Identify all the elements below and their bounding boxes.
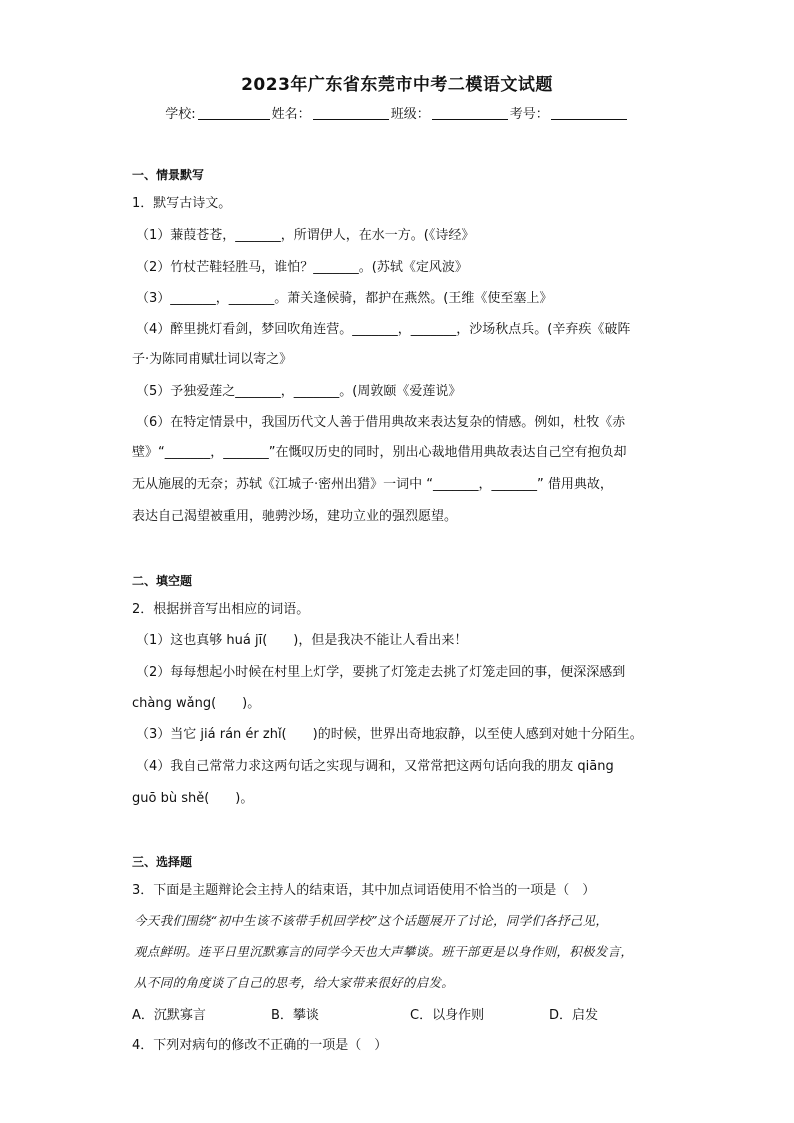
q1-item-5: （5）予独爱莲之_______，_______。(周敦颐《爱莲说》: [136, 384, 462, 399]
q1-item-4: （4）醉里挑灯看剑，梦回吹角连营。_______，_______，沙场秋点兵。(辛弃疾《破阵: [136, 322, 631, 337]
class-label: 班级：: [390, 107, 430, 122]
q1-item-4-cont: 子·为陈同甫赋壮词以寄之》: [132, 352, 293, 367]
school-label: 学校:: [165, 107, 196, 122]
q1-item-6-line3: 无从施展的无奈；苏轼《江城子·密州出猎》一词中 “_______，_______” 借用典故，: [132, 477, 613, 492]
q3-passage-line-2: 观点鲜明。连平日里沉默寡言的同学今天也大声攀谈。班干部更是以身作则，积极发言，: [134, 944, 634, 959]
question-3-stem: 3．下面是主题辩论会主持人的结束语，其中加点词语使用不恰当的一项是（ ）: [132, 883, 596, 898]
section-heading-choice: 三、选择题: [132, 855, 193, 869]
section-heading-fill-blank: 二、填空题: [132, 574, 193, 588]
q3-passage-line-1: 今天我们围绕“初中生该不该带手机回学校”这个话题展开了讨论，同学们各抒己见，: [134, 913, 609, 928]
q2-item-1: （1）这也真够 huá jī( )，但是我决不能让人看出来！: [136, 633, 468, 648]
q1-item-1: （1）蒹葭苍苍，_______，所谓伊人，在水一方。(《诗经》: [136, 228, 475, 243]
student-info-row: [0, 103, 794, 122]
class-blank[interactable]: [432, 107, 508, 120]
question-2-stem: 2．根据拼音写出相应的词语。: [132, 602, 310, 617]
q3-option-b[interactable]: B．攀谈: [271, 1008, 319, 1023]
q1-item-6-line4: 表达自己渴望被重用，驰骋沙场，建功立业的强烈愿望。: [132, 509, 458, 524]
exam-no-label: 考号：: [509, 107, 549, 122]
q1-item-6-line2: 壁》“_______，_______”在慨叹历史的同时，别出心裁地借用典故表达自己空有抱负却: [132, 445, 627, 460]
q3-option-a[interactable]: A．沉默寡言: [132, 1008, 206, 1023]
q3-option-c[interactable]: C．以身作则: [410, 1008, 485, 1023]
q2-item-4: （4）我自己常常力求这两句话之实现与调和，又常常把这两句话向我的朋友 qiāng: [136, 759, 614, 774]
school-blank[interactable]: [198, 107, 270, 120]
q3-passage-line-3: 从不同的角度谈了自己的思考，给大家带来很好的启发。: [134, 975, 455, 990]
q1-item-2: （2）竹杖芒鞋轻胜马，谁怕？_______。(苏轼《定风波》: [136, 260, 468, 275]
q3-option-d[interactable]: D．启发: [549, 1008, 599, 1023]
q1-item-6: （6）在特定情景中，我国历代文人善于借用典故来表达复杂的情感。例如，杜牧《赤: [136, 415, 626, 430]
section-heading-recitation: 一、情景默写: [132, 168, 205, 182]
exam-title: 2023年广东省东莞市中考二模语文试题: [241, 75, 553, 95]
question-4-stem: 4．下列对病句的修改不正确的一项是（ ）: [132, 1038, 388, 1053]
name-blank[interactable]: [313, 107, 389, 120]
q2-item-2-cont: chàng wǎng( )。: [132, 696, 261, 711]
q2-item-4-cont: guō bù shě( )。: [132, 791, 254, 806]
question-1-stem: 1．默写古诗文。: [132, 196, 232, 211]
name-label: 姓名：: [271, 107, 311, 122]
q1-item-3: （3）_______，_______。萧关逢候骑，都护在燕然。(王维《使至塞上》: [136, 291, 553, 306]
q2-item-3: （3）当它 jiá rán ér zhǐ( )的时候，世界出奇地寂静，以至使人感到对她十分陌生。: [136, 727, 643, 742]
exam-no-blank[interactable]: [551, 107, 627, 120]
q2-item-2: （2）每每想起小时候在村里上灯学，要挑了灯笼走去挑了灯笼走回的事，便深深感到: [136, 665, 626, 680]
